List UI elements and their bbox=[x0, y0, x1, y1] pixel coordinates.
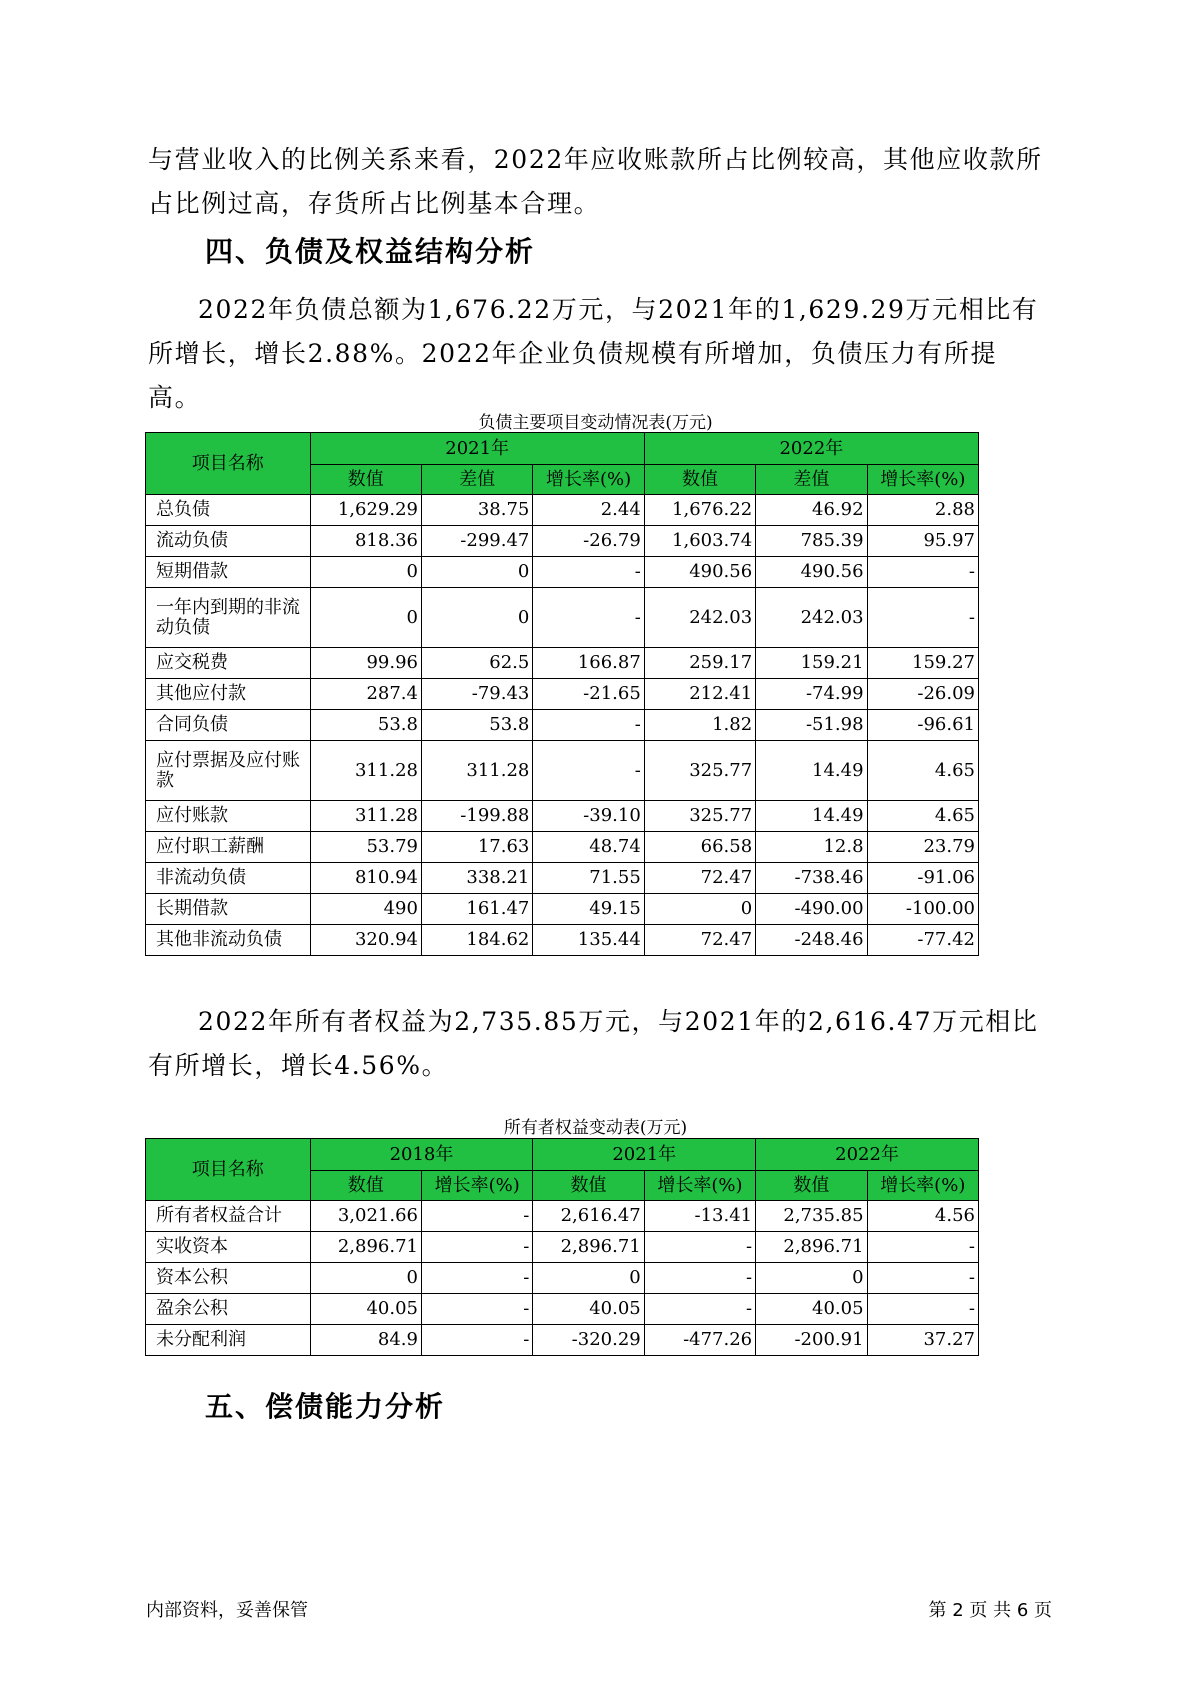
cell-value: 53.8 bbox=[421, 710, 532, 741]
cell-value: -26.79 bbox=[533, 526, 644, 557]
liabilities-table bbox=[145, 432, 979, 956]
table1-year-2021-header: 2021年 bbox=[310, 433, 644, 465]
cell-value: 490.56 bbox=[756, 557, 867, 588]
table2-name-header: 项目名称 bbox=[146, 1139, 311, 1201]
table2-subheader: 增长率(%) bbox=[421, 1171, 532, 1201]
equity-table bbox=[145, 1138, 979, 1356]
table-row bbox=[146, 1263, 979, 1294]
cell-value: - bbox=[867, 557, 978, 588]
table-row bbox=[146, 1294, 979, 1325]
table1-year-2022-header: 2022年 bbox=[644, 433, 978, 465]
cell-value: -490.00 bbox=[756, 894, 867, 925]
table-row bbox=[146, 1325, 979, 1356]
cell-value: 0 bbox=[310, 1263, 421, 1294]
table-row bbox=[146, 588, 979, 648]
cell-value: 2,896.71 bbox=[533, 1232, 644, 1263]
table1-caption: 负债主要项目变动情况表(万元) bbox=[478, 413, 713, 433]
cell-value: - bbox=[867, 1232, 978, 1263]
cell-value: 53.79 bbox=[310, 832, 421, 863]
table-row bbox=[146, 557, 979, 588]
row-label: 实收资本 bbox=[146, 1232, 311, 1263]
section-heading-4: 四、负债及权益结构分析 bbox=[205, 235, 536, 268]
cell-value: -738.46 bbox=[756, 863, 867, 894]
row-label: 应交税费 bbox=[146, 648, 311, 679]
table-row bbox=[146, 1232, 979, 1263]
table-row bbox=[146, 801, 979, 832]
table-row bbox=[146, 832, 979, 863]
cell-value: 1,629.29 bbox=[310, 495, 421, 526]
cell-value: - bbox=[421, 1263, 532, 1294]
cell-value: 311.28 bbox=[421, 741, 532, 801]
cell-value: 46.92 bbox=[756, 495, 867, 526]
cell-value: - bbox=[644, 1232, 755, 1263]
cell-value: -91.06 bbox=[867, 863, 978, 894]
cell-value: - bbox=[644, 1294, 755, 1325]
cell-value: 2,896.71 bbox=[310, 1232, 421, 1263]
row-label: 一年内到期的非流动负债 bbox=[146, 588, 311, 648]
cell-value: -199.88 bbox=[421, 801, 532, 832]
cell-value: -248.46 bbox=[756, 925, 867, 956]
table1-subheader: 数值 bbox=[310, 465, 421, 495]
cell-value: - bbox=[533, 588, 644, 648]
cell-value: 62.5 bbox=[421, 648, 532, 679]
cell-value: - bbox=[867, 588, 978, 648]
cell-value: 1,603.74 bbox=[644, 526, 755, 557]
cell-value: - bbox=[421, 1232, 532, 1263]
cell-value: 161.47 bbox=[421, 894, 532, 925]
cell-value: 184.62 bbox=[421, 925, 532, 956]
cell-value: 490 bbox=[310, 894, 421, 925]
table-row bbox=[146, 894, 979, 925]
cell-value: 40.05 bbox=[756, 1294, 867, 1325]
cell-value: 48.74 bbox=[533, 832, 644, 863]
cell-value: 99.96 bbox=[310, 648, 421, 679]
table-row bbox=[146, 526, 979, 557]
cell-value: -96.61 bbox=[867, 710, 978, 741]
cell-value: -74.99 bbox=[756, 679, 867, 710]
cell-value: 287.4 bbox=[310, 679, 421, 710]
cell-value: 2,735.85 bbox=[756, 1201, 867, 1232]
cell-value: 135.44 bbox=[533, 925, 644, 956]
cell-value: 242.03 bbox=[756, 588, 867, 648]
cell-value: -39.10 bbox=[533, 801, 644, 832]
cell-value: 325.77 bbox=[644, 801, 755, 832]
cell-value: -26.09 bbox=[867, 679, 978, 710]
cell-value: - bbox=[533, 710, 644, 741]
cell-value: 72.47 bbox=[644, 863, 755, 894]
paragraph-equity: 2022年所有者权益为2,735.85万元，与2021年的2,616.47万元相比有所增长，增长4.56%。 bbox=[148, 1007, 1039, 1080]
cell-value: 40.05 bbox=[533, 1294, 644, 1325]
cell-value: 95.97 bbox=[867, 526, 978, 557]
table-row bbox=[146, 863, 979, 894]
footer-confidential-note: 内部资料，妥善保管 bbox=[146, 1600, 308, 1621]
row-label: 总负债 bbox=[146, 495, 311, 526]
cell-value: -477.26 bbox=[644, 1325, 755, 1356]
cell-value: 17.63 bbox=[421, 832, 532, 863]
cell-value: -77.42 bbox=[867, 925, 978, 956]
cell-value: 72.47 bbox=[644, 925, 755, 956]
cell-value: 71.55 bbox=[533, 863, 644, 894]
cell-value: 0 bbox=[310, 557, 421, 588]
table1-subheader: 数值 bbox=[644, 465, 755, 495]
table-row bbox=[146, 495, 979, 526]
table1-name-header: 项目名称 bbox=[146, 433, 311, 495]
table2-year-2018-header: 2018年 bbox=[310, 1139, 533, 1171]
cell-value: 818.36 bbox=[310, 526, 421, 557]
cell-value: -320.29 bbox=[533, 1325, 644, 1356]
row-label: 盈余公积 bbox=[146, 1294, 311, 1325]
cell-value: 37.27 bbox=[867, 1325, 978, 1356]
section-heading-5: 五、偿债能力分析 bbox=[205, 1390, 446, 1423]
cell-value: 3,021.66 bbox=[310, 1201, 421, 1232]
cell-value: 1.82 bbox=[644, 710, 755, 741]
cell-value: 23.79 bbox=[867, 832, 978, 863]
table-row bbox=[146, 1201, 979, 1232]
cell-value: 311.28 bbox=[310, 741, 421, 801]
table2-subheader: 数值 bbox=[533, 1171, 644, 1201]
cell-value: -13.41 bbox=[644, 1201, 755, 1232]
cell-value: 311.28 bbox=[310, 801, 421, 832]
cell-value: - bbox=[421, 1325, 532, 1356]
cell-value: 166.87 bbox=[533, 648, 644, 679]
table1-subheader: 增长率(%) bbox=[867, 465, 978, 495]
table2-subheader: 增长率(%) bbox=[867, 1171, 978, 1201]
paragraph-liabilities: 2022年负债总额为1,676.22万元，与2021年的1,629.29万元相比有所增长，增长2.88%。2022年企业负债规模有所增加，负债压力有所提高。 bbox=[148, 295, 1039, 412]
cell-value: 66.58 bbox=[644, 832, 755, 863]
cell-value: 810.94 bbox=[310, 863, 421, 894]
cell-value: -299.47 bbox=[421, 526, 532, 557]
cell-value: 14.49 bbox=[756, 801, 867, 832]
table1-subheader: 差值 bbox=[421, 465, 532, 495]
cell-value: 0 bbox=[533, 1263, 644, 1294]
table-row bbox=[146, 925, 979, 956]
cell-value: 4.65 bbox=[867, 741, 978, 801]
table2-year-2022-header: 2022年 bbox=[756, 1139, 979, 1171]
cell-value: 320.94 bbox=[310, 925, 421, 956]
cell-value: 12.8 bbox=[756, 832, 867, 863]
table1-subheader: 差值 bbox=[756, 465, 867, 495]
cell-value: 40.05 bbox=[310, 1294, 421, 1325]
row-label: 应付账款 bbox=[146, 801, 311, 832]
row-label: 流动负债 bbox=[146, 526, 311, 557]
row-label: 应付票据及应付账款 bbox=[146, 741, 311, 801]
cell-value: 1,676.22 bbox=[644, 495, 755, 526]
row-label: 短期借款 bbox=[146, 557, 311, 588]
cell-value: 49.15 bbox=[533, 894, 644, 925]
cell-value: 2.88 bbox=[867, 495, 978, 526]
cell-value: - bbox=[644, 1263, 755, 1294]
cell-value: 2.44 bbox=[533, 495, 644, 526]
cell-value: 0 bbox=[421, 557, 532, 588]
cell-value: 4.65 bbox=[867, 801, 978, 832]
row-label: 其他应付款 bbox=[146, 679, 311, 710]
cell-value: - bbox=[867, 1263, 978, 1294]
row-label: 未分配利润 bbox=[146, 1325, 311, 1356]
cell-value: 14.49 bbox=[756, 741, 867, 801]
cell-value: - bbox=[421, 1294, 532, 1325]
cell-value: 2,616.47 bbox=[533, 1201, 644, 1232]
cell-value: 38.75 bbox=[421, 495, 532, 526]
cell-value: -51.98 bbox=[756, 710, 867, 741]
table-row bbox=[146, 679, 979, 710]
table2-subheader: 增长率(%) bbox=[644, 1171, 755, 1201]
cell-value: -21.65 bbox=[533, 679, 644, 710]
row-label: 长期借款 bbox=[146, 894, 311, 925]
table2-caption: 所有者权益变动表(万元) bbox=[503, 1118, 688, 1138]
table2-subheader: 数值 bbox=[310, 1171, 421, 1201]
cell-value: 212.41 bbox=[644, 679, 755, 710]
cell-value: -200.91 bbox=[756, 1325, 867, 1356]
cell-value: 0 bbox=[421, 588, 532, 648]
cell-value: 53.8 bbox=[310, 710, 421, 741]
cell-value: 490.56 bbox=[644, 557, 755, 588]
cell-value: - bbox=[533, 741, 644, 801]
cell-value: 4.56 bbox=[867, 1201, 978, 1232]
row-label: 应付职工薪酬 bbox=[146, 832, 311, 863]
cell-value: 259.17 bbox=[644, 648, 755, 679]
cell-value: 0 bbox=[310, 588, 421, 648]
table2-subheader: 数值 bbox=[756, 1171, 867, 1201]
cell-value: 0 bbox=[644, 894, 755, 925]
cell-value: - bbox=[867, 1294, 978, 1325]
cell-value: -79.43 bbox=[421, 679, 532, 710]
cell-value: 159.27 bbox=[867, 648, 978, 679]
table-row bbox=[146, 710, 979, 741]
cell-value: 0 bbox=[756, 1263, 867, 1294]
cell-value: - bbox=[533, 557, 644, 588]
cell-value: 159.21 bbox=[756, 648, 867, 679]
table-row bbox=[146, 648, 979, 679]
row-label: 其他非流动负债 bbox=[146, 925, 311, 956]
cell-value: 2,896.71 bbox=[756, 1232, 867, 1263]
row-label: 合同负债 bbox=[146, 710, 311, 741]
cell-value: 242.03 bbox=[644, 588, 755, 648]
cell-value: 84.9 bbox=[310, 1325, 421, 1356]
paragraph-receivables: 与营业收入的比例关系来看，2022年应收账款所占比例较高，其他应收款所占比例过高，存货所占比例基本合理。 bbox=[148, 145, 1043, 218]
cell-value: -100.00 bbox=[867, 894, 978, 925]
row-label: 资本公积 bbox=[146, 1263, 311, 1294]
row-label: 非流动负债 bbox=[146, 863, 311, 894]
cell-value: 325.77 bbox=[644, 741, 755, 801]
table-row bbox=[146, 741, 979, 801]
row-label: 所有者权益合计 bbox=[146, 1201, 311, 1232]
table1-subheader: 增长率(%) bbox=[533, 465, 644, 495]
cell-value: - bbox=[421, 1201, 532, 1232]
table2-year-2021-header: 2021年 bbox=[533, 1139, 756, 1171]
footer-page-number: 第 2 页 共 6 页 bbox=[928, 1600, 1052, 1621]
cell-value: 785.39 bbox=[756, 526, 867, 557]
cell-value: 338.21 bbox=[421, 863, 532, 894]
